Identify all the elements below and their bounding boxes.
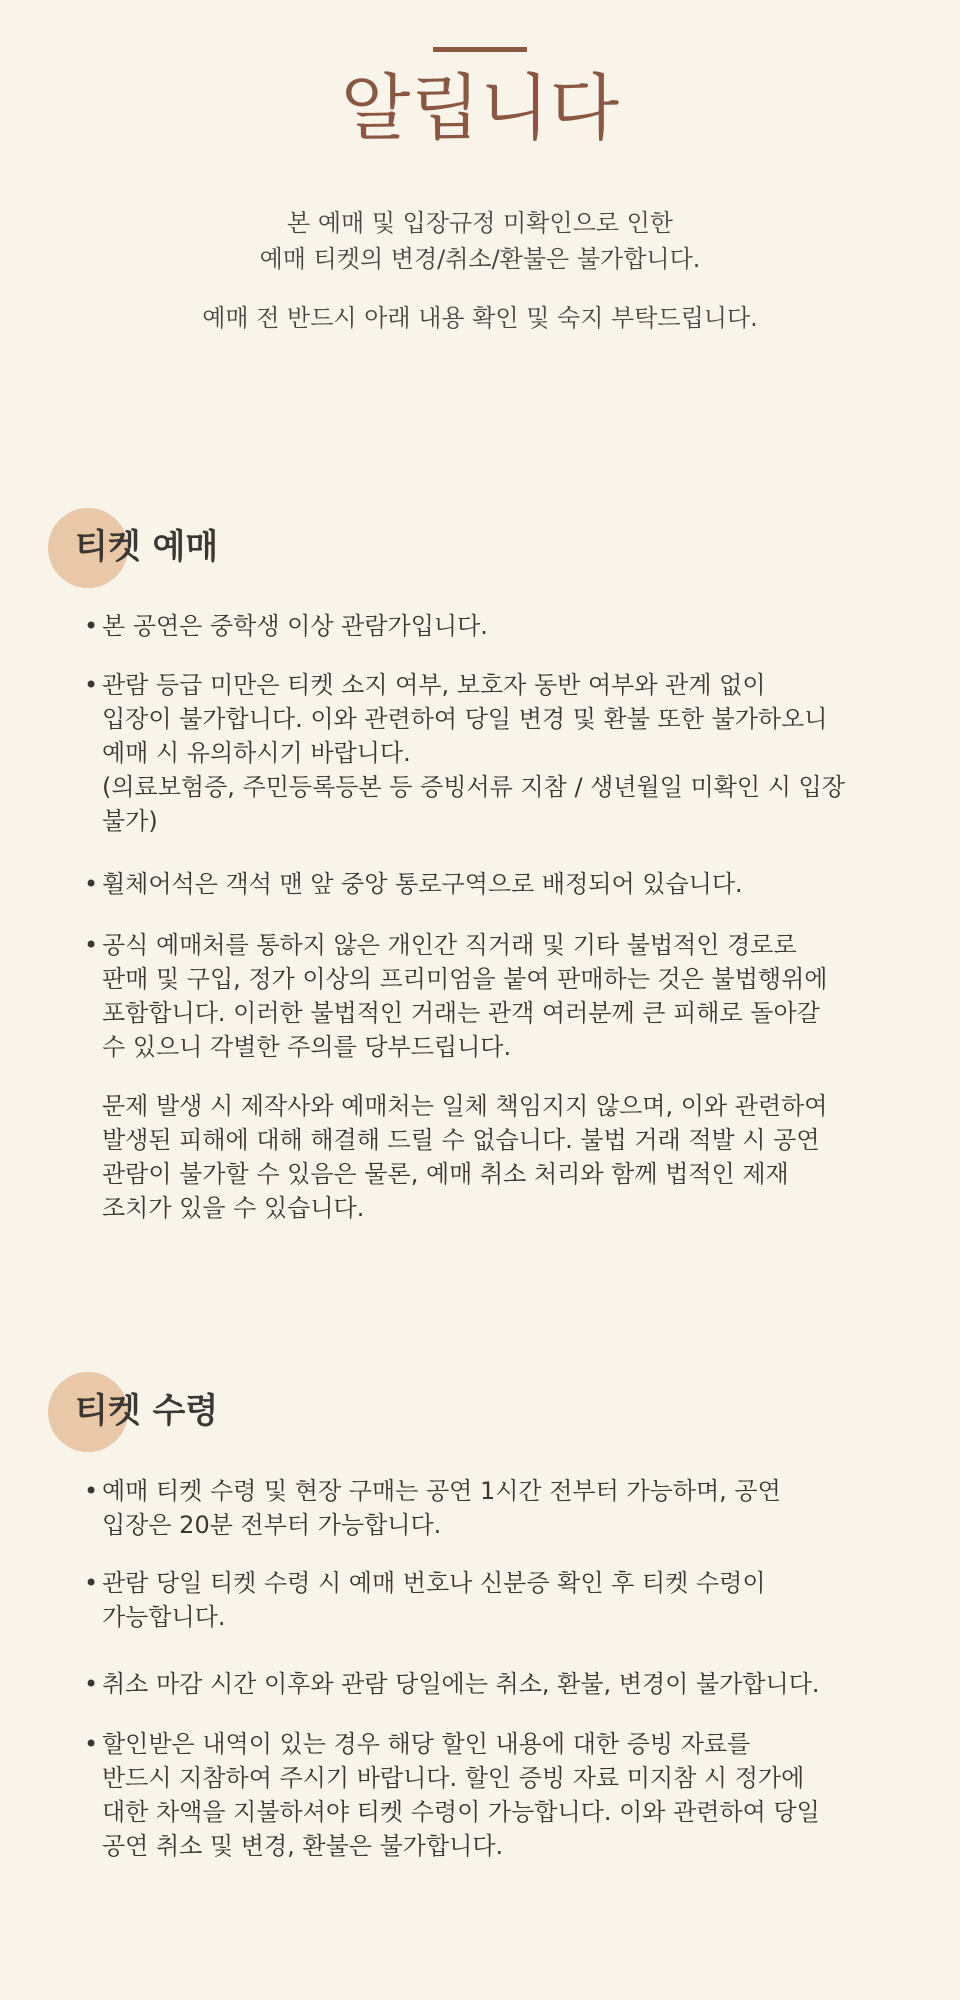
bullet-dot: • xyxy=(84,1477,99,1505)
list-item-text: 휠체어석은 객석 맨 앞 중앙 통로구역으로 배정되어 있습니다. xyxy=(102,870,743,898)
list-item-text: 예매 티켓 수령 및 현장 구매는 공연 1시간 전부터 가능하며, 공연 입장은 20분 전부터 가능합니다. xyxy=(102,1477,781,1539)
list-item-text: 관람 등급 미만은 티켓 소지 여부, 보호자 동반 여부와 관계 없이 입장이 불가합니다. 이와 관련하여 당일 변경 및 환불 또한 불가하오니 예매 시 유의하시기 바랍니다. (의료보험증, 주민등록등본 등 증빙서류 지참 / 생년월일 미확인 시 입장 불가) xyxy=(102,671,845,835)
list-item-text: 관람 당일 티켓 수령 시 예매 번호나 신분증 확인 후 티켓 수령이 가능합니다. xyxy=(102,1569,766,1631)
section-title: 티켓 예매 xyxy=(75,527,219,567)
bullet-dot: • xyxy=(84,1730,99,1758)
bullet-dot: • xyxy=(84,671,99,699)
page-title: 알립니다 xyxy=(340,66,620,150)
bullet-dot: • xyxy=(84,870,99,898)
list-item-text: 공식 예매처를 통하지 않은 개인간 직거래 및 기타 불법적인 경로로 판매 및 구입, 정가 이상의 프리미엄을 붙여 판매하는 것은 불법행위에 포함합니다. 이러한 불법적인 거래는 관객 여러분께 큰 피해로 돌아갈 수 있으니 각별한 주의를 당부드립니다. xyxy=(102,931,828,1061)
bullet-dot: • xyxy=(84,612,99,640)
bullet-dot: • xyxy=(84,1569,99,1597)
intro-notice: 본 예매 및 입장규정 미확인으로 인한 예매 티켓의 변경/취소/환불은 불가합니다. xyxy=(259,209,701,273)
bullet-dot: • xyxy=(84,931,99,959)
bullet-dot: • xyxy=(84,1670,99,1698)
list-item-text: 할인받은 내역이 있는 경우 해당 할인 내용에 대한 증빙 자료를 반드시 지참하여 주시기 바랍니다. 할인 증빙 자료 미지참 시 정가에 대한 차액을 지불하셔야 티켓 수령이 가능합니다. 이와 관련하여 당일 공연 취소 및 변경, 환불은 불가합니다. xyxy=(102,1730,820,1860)
list-item-text: 본 공연은 중학생 이상 관람가입니다. xyxy=(102,612,488,640)
intro-request: 예매 전 반드시 아래 내용 확인 및 숙지 부탁드립니다. xyxy=(202,304,758,332)
header-rule xyxy=(433,47,527,52)
list-item-note: 문제 발생 시 제작사와 예매처는 일체 책임지지 않으며, 이와 관련하여 발생된 피해에 대해 해결해 드릴 수 없습니다. 불법 거래 적발 시 공연 관람이 불가할 수 있음은 물론, 예매 취소 처리와 함께 법적인 제재 조치가 있을 수 있습니다. xyxy=(102,1092,828,1222)
list-item-text: 취소 마감 시간 이후와 관람 당일에는 취소, 환불, 변경이 불가합니다. xyxy=(102,1670,820,1698)
section-title: 티켓 수령 xyxy=(75,1391,219,1431)
